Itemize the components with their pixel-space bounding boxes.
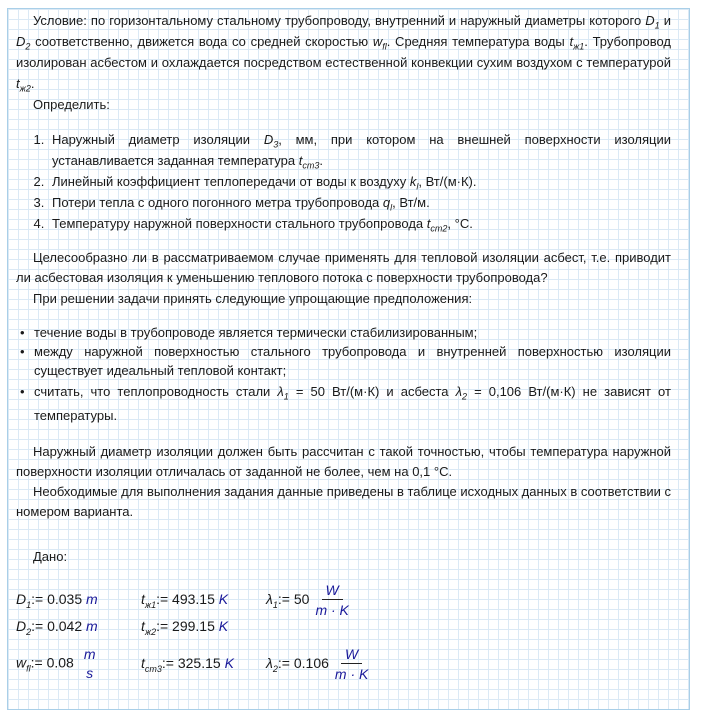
given-lambda1[interactable]: $\lambda_1:= 50$ $\frac{W}{m \cdot K}$: [266, 582, 349, 618]
condition-text: Условие: по горизонтальному стальному трубопроводу, внутренний и наружный диаметры которого $D_1$ и $D_2$ соответственно, движется вода со средней скоростью $w_{fl}$. Средняя температура воды $t_{ж1}$. Трубопровод изолирован асбестом и охлаждается посредством естественной конвекции сухим воздухом с температурой $t_{ж2}$.: [16, 13, 671, 94]
determine-list: [16, 129, 671, 234]
given-lambda2[interactable]: $\lambda_2:= 0.106$ $\frac{W}{m \cdot K}$: [266, 646, 369, 682]
given-tzh1[interactable]: $t_{ж1}:= 493.15$ K: [141, 591, 229, 610]
given-block: [16, 581, 671, 701]
document-body: [16, 0, 671, 701]
given-wfl[interactable]: $w_{fl}:= 0.08$ m s: [16, 646, 96, 681]
question-text: Целесообразно ли в рассматриваемом случае применять для тепловой изоляции асбест, т.е. приводит ли асбестовая изоляция к уменьшению теплового потока с поверхности трубопровода?: [16, 250, 671, 285]
data-note-text: Необходимые для выполнения задания данные приведены в таблице исходных данных в соответствии с номером варианта.: [16, 484, 671, 519]
list-item: 4. Температуру наружной поверхности стального трубопровода $t_{ст2}$, °С.: [48, 213, 671, 234]
given-tst3[interactable]: $t_{ст3}:= 325.15$ K: [141, 655, 234, 674]
list-item: 1. Наружный диаметр изоляции $D_3$, мм, при котором на внешней поверхности изоляции устанавливается заданная температура $t_{ст3}$.: [48, 129, 671, 171]
assumptions-heading: При решении задачи принять следующие упрощающие предположения:: [33, 291, 473, 306]
assumptions-list: [16, 323, 671, 428]
list-item: • течение воды в трубопроводе является термически стабилизированным;: [34, 323, 671, 342]
list-item: 2. Линейный коэффициент теплопередачи от воды к воздуху $k_l$, Вт/(м·К).: [48, 171, 671, 192]
given-D1[interactable]: $D_1:= 0.035$ m: [16, 591, 98, 610]
determine-heading: Определить:: [33, 97, 110, 112]
list-item: • между наружной поверхностью стального трубопровода и внутренней поверхностью изоляции существует идеальный тепловой контакт;: [34, 342, 671, 380]
accuracy-text: Наружный диаметр изоляции должен быть рассчитан с такой точностью, чтобы температура наружной поверхности изоляции отличалась от заданной не более, чем на 0,1 °С.: [16, 444, 671, 479]
list-item: 3. Потери тепла с одного погонного метра трубопровода $q_l$, Вт/м.: [48, 192, 671, 213]
list-item: • считать, что теплопроводность стали $\lambda_1 = 50$ Вт/(м·К) и асбеста $\lambda_2 = 0,106$ Вт/(м·К) не зависят от температуры.: [34, 380, 671, 428]
given-heading: Дано:: [33, 549, 68, 564]
given-D2[interactable]: $D_2:= 0.042$ m: [16, 618, 98, 637]
given-tzh2[interactable]: $t_{ж2}:= 299.15$ K: [141, 618, 229, 637]
